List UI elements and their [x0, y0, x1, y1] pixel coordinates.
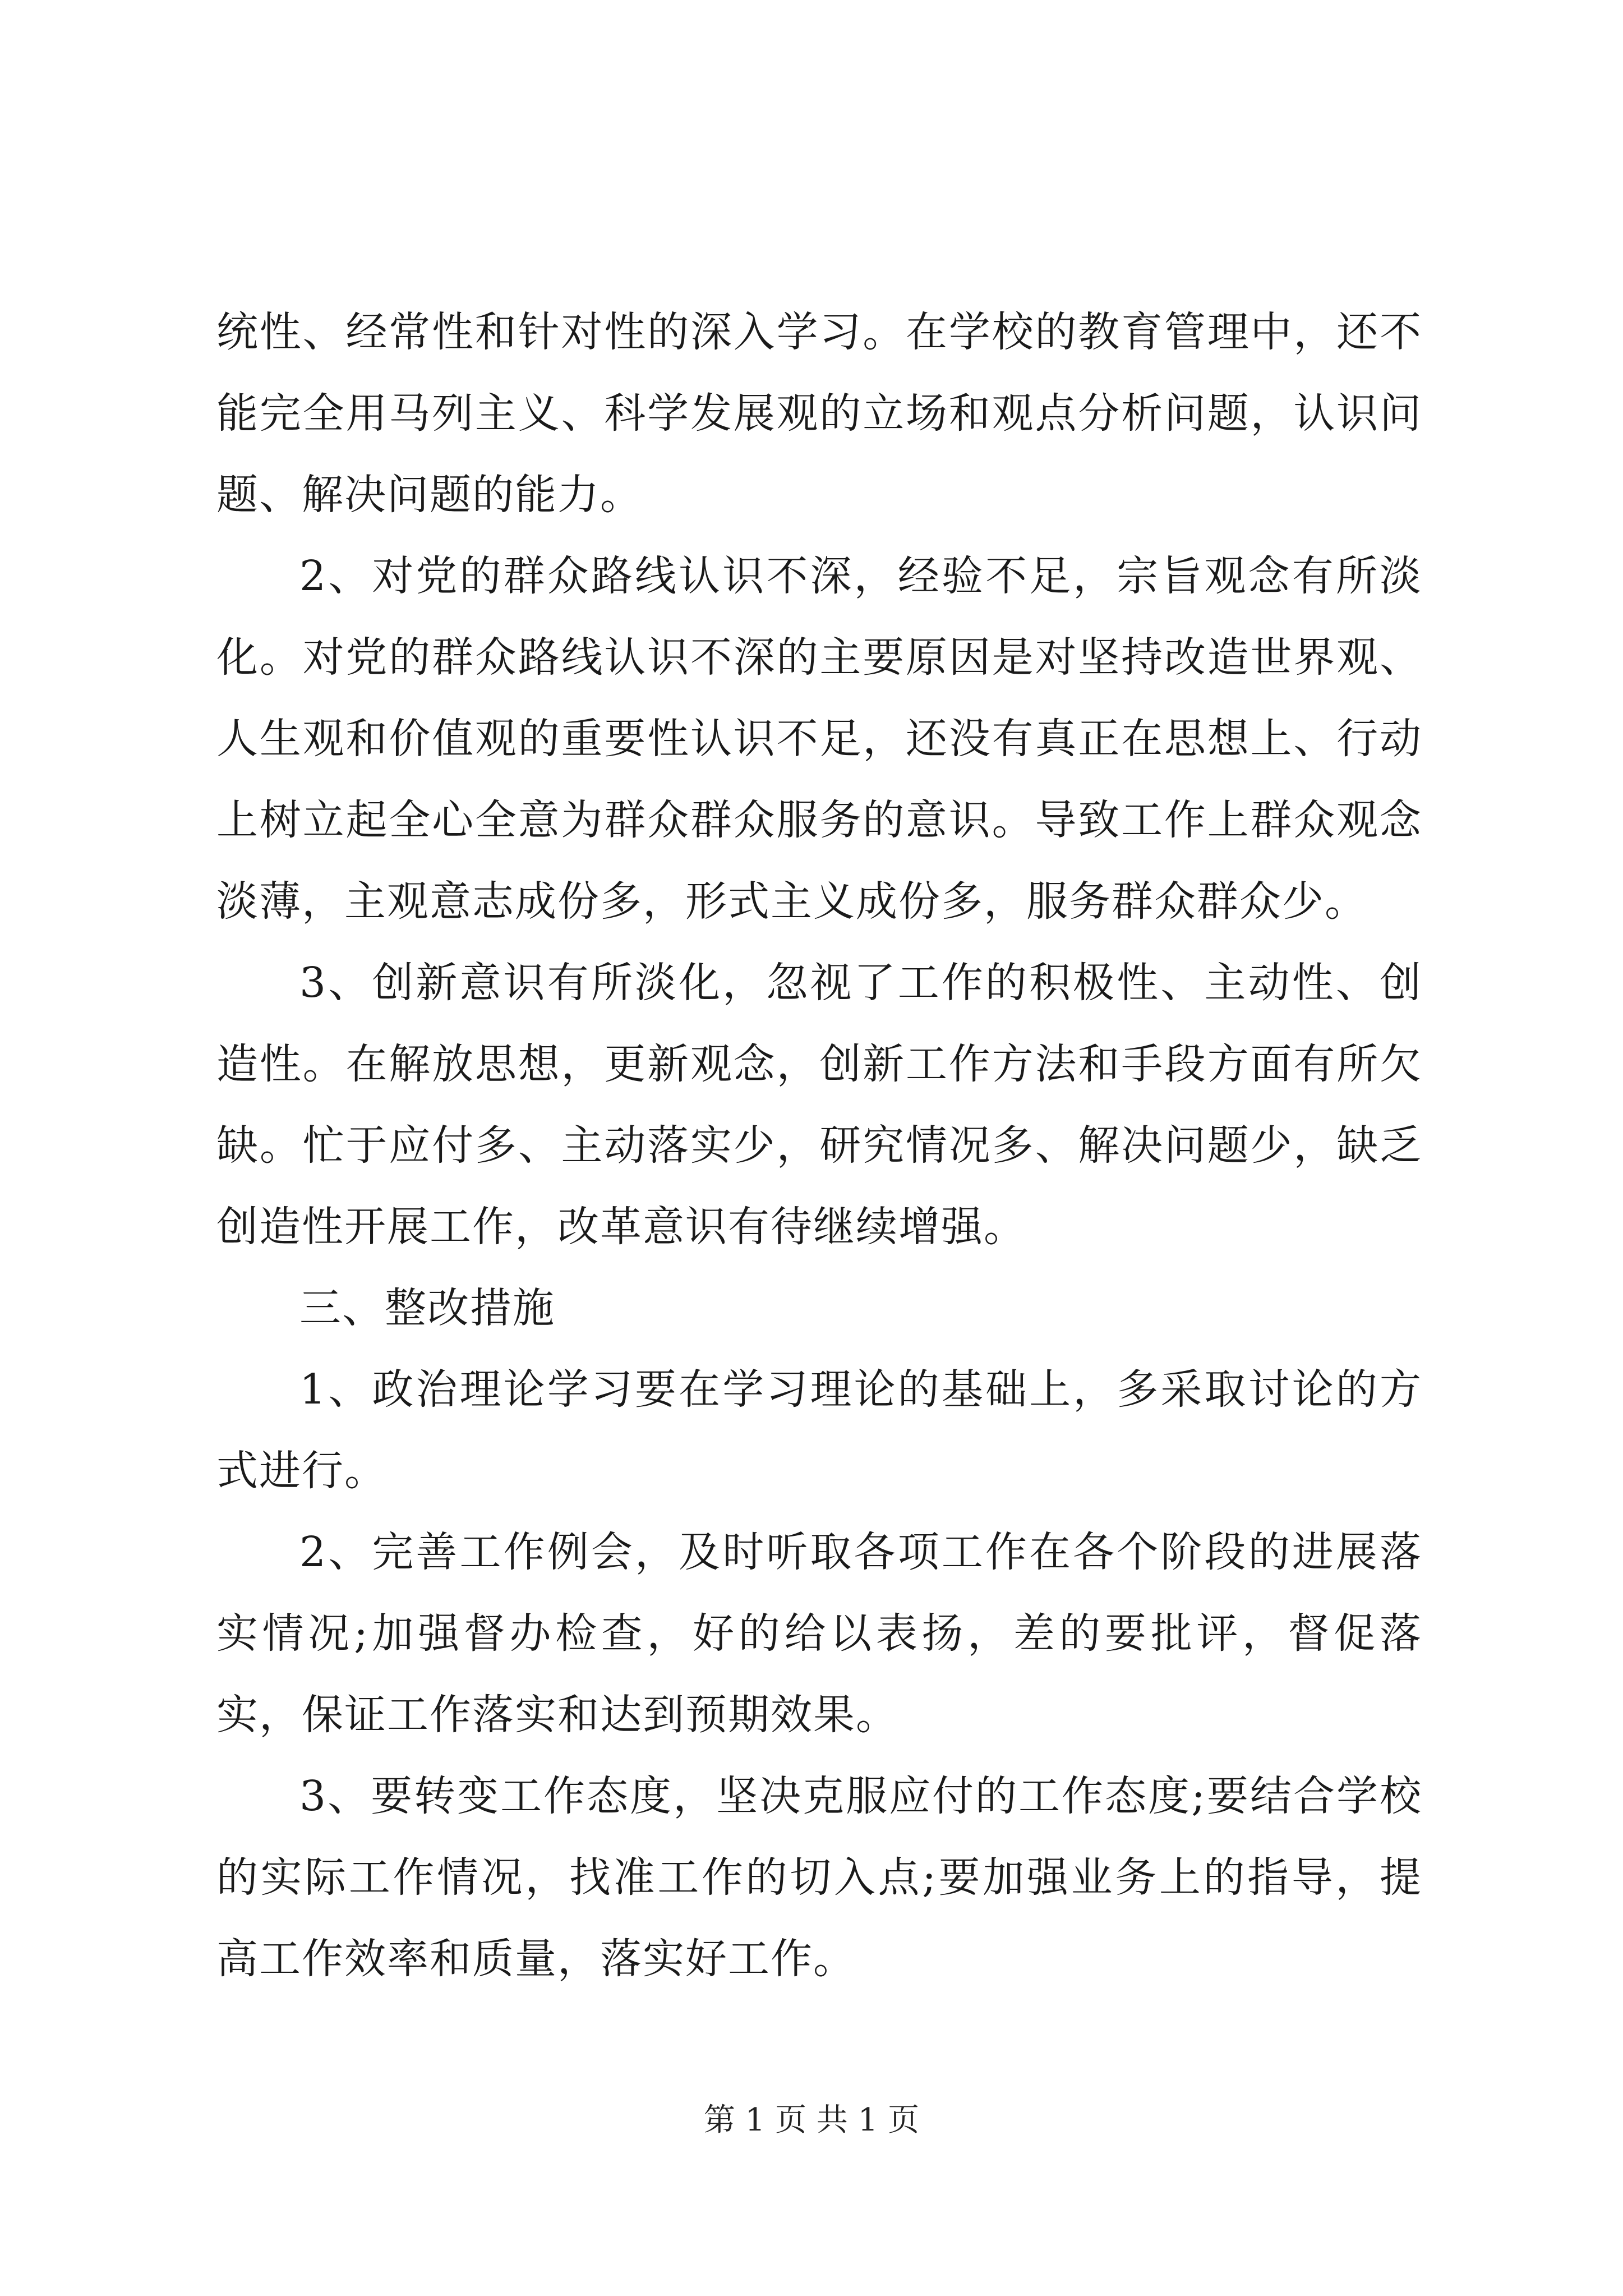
paragraph-5: 1、政治理论学习要在学习理论的基础上，多采取讨论的方式进行。: [216, 1365, 1422, 1495]
section-heading: 三、整改措施: [299, 1284, 555, 1332]
paragraph-7: 3、要转变工作态度，坚决克服应付的工作态度;要结合学校的实际工作情况，找准工作的切入点;要加强业务上的指导，提高工作效率和质量，落实好工作。: [216, 1772, 1422, 1983]
paragraph-1: 统性、经常性和针对性的深入学习。在学校的教育管理中，还不能完全用马列主义、科学发展观的立场和观点分析问题，认识问题、解决问题的能力。: [216, 308, 1422, 519]
paragraph-3: 3、创新意识有所淡化，忽视了工作的积极性、主动性、创造性。在解放思想，更新观念，创新工作方法和手段方面有所欠缺。忙于应付多、主动落实少，研究情况多、解决问题少，缺乏创造性开展工作，改革意识有待继续增强。: [216, 959, 1422, 1251]
document-body: [216, 292, 1422, 2000]
paragraph-6: 2、完善工作例会，及时听取各项工作在各个阶段的进展落实情况;加强督办检查，好的给以表扬，差的要批评，督促落实，保证工作落实和达到预期效果。: [216, 1528, 1422, 1739]
page-footer: 第 1 页 共 1 页: [703, 2102, 920, 2138]
paragraph-2: 2、对党的群众路线认识不深，经验不足，宗旨观念有所淡化。对党的群众路线认识不深的主要原因是对坚持改造世界观、人生观和价值观的重要性认识不足，还没有真正在思想上、行动上树立起全心全意为群众群众服务的意识。导致工作上群众观念淡薄，主观意志成份多，形式主义成份多，服务群众群众少。: [216, 552, 1422, 926]
